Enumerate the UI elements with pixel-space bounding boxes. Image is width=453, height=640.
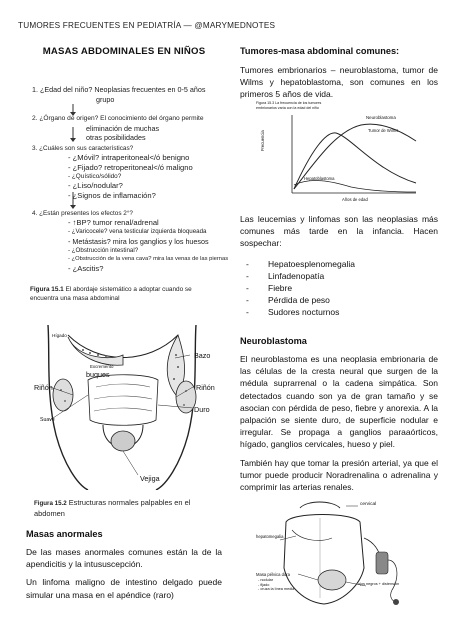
algo-e2: - ¿Varicocele? vena testicular izquierda bloqueada bbox=[68, 228, 207, 235]
algo-e6: - ¿Ascitis? bbox=[68, 264, 104, 273]
chart-label-hepatoblastoma: Hepatoblastoma bbox=[304, 176, 335, 181]
neuroblastoma-p2: También hay que tomar la presión arterial, ya que el tumor puede producir Noradrenalina o adrenalina y comprimir las arterias renales. bbox=[240, 457, 438, 493]
algo-q1: 1. ¿Edad del niño? Neoplasias frecuentes en 0-5 años bbox=[32, 85, 206, 94]
algo-e4: - ¿Obstrucción intestinal? bbox=[68, 247, 139, 254]
figure-2-label: Figura 15.2 bbox=[34, 500, 67, 507]
chart-ylabel: Frecuencia bbox=[260, 130, 265, 151]
abdomen-illustration bbox=[28, 325, 218, 490]
algorithm-figure bbox=[32, 82, 229, 282]
figure-1-caption bbox=[30, 285, 220, 303]
masas-anormales-section bbox=[26, 529, 222, 601]
algo-e1: - ↑BP? tumor renal/adrenal bbox=[68, 218, 159, 227]
chart-xlabel: Años de edad bbox=[342, 197, 368, 202]
algo-q2b: eliminación de muchas bbox=[86, 124, 160, 133]
leucemias-section bbox=[240, 213, 438, 319]
algo-q1b: grupo bbox=[96, 95, 115, 104]
masa-item: - nodular bbox=[258, 578, 273, 582]
label-duro: Duro bbox=[194, 405, 210, 414]
symptom-item: - Linfadenopatía bbox=[240, 270, 438, 282]
figure-1-label: Figura 15.1 bbox=[30, 286, 64, 293]
neuroblastoma-illustration bbox=[256, 498, 412, 608]
masa-item: - cruza la línea media bbox=[258, 587, 295, 592]
arrow-down-icon bbox=[68, 127, 78, 143]
figure-2-caption bbox=[34, 498, 220, 519]
algo-c4: - ¿Liso/nodular? bbox=[68, 181, 123, 190]
algo-q2: 2. ¿Órgano de origen? El conocimiento del órgano permite bbox=[32, 115, 204, 122]
tumores-paragraph: Tumores embrionarios – neuroblastoma, tumor de Wilms y hepatoblastoma, son comunes en los primeros 5 años de vida. bbox=[240, 65, 438, 100]
algo-q4: 4. ¿Están presentes los efectos 2°? bbox=[32, 210, 133, 217]
symptom-item: - Sudores nocturnos bbox=[240, 306, 438, 318]
masas-anormales-p1: De las mases anormales comunes están la de la apendicitis y la intususcepción. bbox=[26, 547, 222, 570]
right-column bbox=[240, 42, 438, 101]
label-bazo: Bazo bbox=[194, 351, 211, 360]
figure-1-text: El abordaje sistemático a adoptar cuando se encuentra una masa abdominal bbox=[30, 286, 192, 302]
algo-q2c: otras posibilidades bbox=[86, 133, 146, 142]
label-buques: buques bbox=[86, 370, 110, 379]
chart-label-neuroblastoma: Neuroblastoma bbox=[366, 115, 396, 120]
masa-item: - fijado bbox=[258, 582, 270, 587]
arrow-down-icon bbox=[68, 192, 78, 210]
tumor-frequency-figure bbox=[256, 101, 438, 209]
neuroblastoma-p1: El neuroblastoma es una neoplasia embrionaria de las células de la cresta neural que surgen de la médula suprarrenal o la cadena simpática. Son detectados cuando son ya de gran tamaño y se asocian con pérdida de peso, fiebre y anorexia. A la palpación se siente duro, de superficie nodular e irregular. Se propaga a ganglios paraaórticos, hígado, ganglios cervicales, hueso y piel. bbox=[240, 354, 438, 450]
masas-anormales-p2: Un linfoma maligno de intestino delgado puede simular una masa en el apéndice (raro) bbox=[26, 577, 222, 600]
label-vejiga: Vejiga bbox=[140, 474, 160, 483]
algo-c5: - ¿Signos de inflamación? bbox=[68, 191, 156, 200]
figure-2-text: Estructuras normales palpables en el abdomen bbox=[34, 498, 191, 518]
page-header: TUMORES FRECUENTES EN PEDIATRÍA — @MARYMEDNOTES bbox=[18, 21, 276, 30]
chart-label-wilms: Tumor de Wilms bbox=[368, 128, 399, 133]
neuroblastoma-section bbox=[240, 336, 438, 493]
algo-q3: 3. ¿Cuáles son sus características? bbox=[32, 145, 134, 152]
chart-caption: Figura 15.3 La frecuencia de los tumores embrionarios varía con la edad del niño bbox=[256, 101, 322, 110]
label-cervical: cervical bbox=[360, 502, 377, 507]
algo-c2: - ¿Fijado? retroperitoneal</ó maligno bbox=[68, 163, 193, 172]
label-ojos: ojos negros + distensión bbox=[358, 582, 400, 586]
symptom-item: - Pérdida de peso bbox=[240, 294, 438, 306]
algo-c3: - ¿Quístico/sólido? bbox=[68, 173, 122, 180]
neuroblastoma-title: Neuroblastoma bbox=[240, 336, 307, 346]
symptom-item: - Hepatoesplenomegalia bbox=[240, 258, 438, 270]
left-column bbox=[26, 42, 222, 57]
label-hepatomegalia: hepatomegalia bbox=[256, 534, 284, 539]
label-suave: Suave bbox=[40, 417, 55, 423]
label-masa-pelvica: Masa pélvica dura bbox=[256, 572, 290, 577]
label-excrement: Excremento bbox=[90, 364, 114, 369]
algo-c1: - ¿Móvil? intraperitoneal</ó benigno bbox=[68, 153, 190, 162]
label-liver: Hígado bbox=[52, 333, 67, 338]
algo-e3: - Metástasis? mira los ganglios y los huesos bbox=[68, 237, 209, 246]
tumores-title: Tumores-masa abdominal comunes: bbox=[240, 46, 400, 56]
masa-items bbox=[258, 578, 294, 592]
leucemias-paragraph: Las leucemias y linfomas son las neoplasias más comunes más tarde en la infancia. Hacen sospechar: bbox=[240, 214, 438, 249]
masas-anormales-title: Masas anormales bbox=[26, 529, 103, 539]
algo-e5: - ¿Obstrucción de la vena cava? mira las venas de las piernas bbox=[68, 256, 229, 262]
symptoms-list bbox=[240, 258, 438, 319]
tumor-frequency-chart bbox=[256, 101, 438, 209]
left-section-title: MASAS ABDOMINALES EN NIÑOS bbox=[42, 46, 206, 57]
label-rinon-left: Riñón bbox=[34, 383, 53, 392]
abdomen-figure bbox=[28, 325, 218, 490]
symptom-item: - Fiebre bbox=[240, 282, 438, 294]
label-rinon-right: Riñón bbox=[196, 383, 215, 392]
